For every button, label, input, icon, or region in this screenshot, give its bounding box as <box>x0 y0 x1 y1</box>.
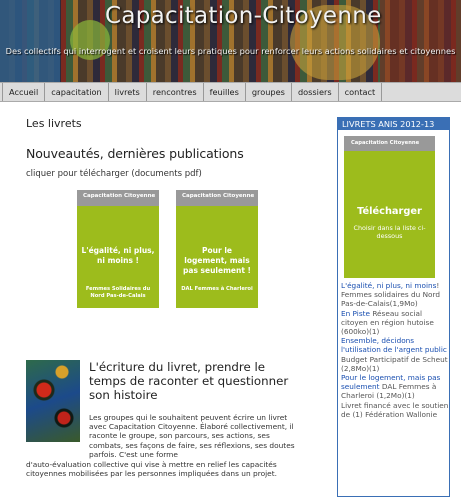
sidebar <box>337 117 450 497</box>
download-hint: cliquer pour télécharger (documents pdf) <box>26 169 202 179</box>
book-title: Pour le logement, mais pas seulement ! <box>183 246 251 275</box>
nav-item-groupes[interactable]: groupes <box>246 83 292 101</box>
article-thumbnail <box>26 360 80 442</box>
list-item <box>341 401 449 419</box>
book-subtitle: DAL Femmes à Charleroi <box>181 286 253 292</box>
nav-item-capacitation[interactable]: capacitation <box>45 83 108 101</box>
article-title: L'écriture du livret, prendre le temps de raconter et questionner son histoire <box>89 360 289 402</box>
main-nav <box>0 82 461 102</box>
header-artwork <box>0 0 60 82</box>
sidebar-heading: LIVRETS ANIS 2012-13 <box>338 118 449 130</box>
list-item-text: Livret financé avec le soutien de (1) Fédération Wallonie <box>341 400 449 419</box>
site-title[interactable]: Capacitation-Citoyenne <box>105 3 382 29</box>
site-header <box>0 0 461 82</box>
nav-item-rencontres[interactable]: rencontres <box>147 83 204 101</box>
nav-item-accueil[interactable]: Accueil <box>2 83 45 101</box>
book-header: Capacitation Citoyenne <box>182 193 255 199</box>
book-cover-logement[interactable] <box>176 190 258 308</box>
list-item-text: Budget Participatif de Scheut (2,8Mo)(1) <box>341 354 448 373</box>
list-item <box>341 281 449 309</box>
list-item <box>341 373 449 401</box>
book-subtitle: Femmes Solidaires du Nord Pas-de-Calais <box>85 286 151 299</box>
site-tagline: Des collectifs qui interrogent et croisent leurs pratiques pour renforcer leurs actions solidaires et citoyennes <box>5 46 456 56</box>
list-item-link[interactable]: Ensemble, décidons l'utilisation de l'argent public <box>341 336 447 355</box>
nav-item-feuilles[interactable]: feuilles <box>204 83 246 101</box>
section-title: Nouveautés, dernières publications <box>26 146 244 161</box>
article-body: Les groupes qui le souhaitent peuvent écrire un livret avec Capacitation Citoyenne. Élaboré collectivement, il raconte le groupe, son parcours, ses actions, ses combats, ses façons de faire, ses réflexions, ses doutes parfois. C'est une forme <box>89 413 295 459</box>
nav-item-livrets[interactable]: livrets <box>109 83 147 101</box>
book-title: L'égalité, ni plus, ni moins ! <box>81 246 155 265</box>
download-subtitle: Choisir dans la liste ci-dessous <box>353 224 426 240</box>
list-item-text: DAL Femmes à Charleroi (1,2Mo)(1) <box>341 382 437 401</box>
nav-item-contact[interactable]: contact <box>339 83 383 101</box>
list-item-link[interactable]: Pour le logement, mais pas seulement <box>341 373 441 392</box>
list-item <box>341 336 449 373</box>
list-item <box>341 309 449 337</box>
list-item-text: ! Femmes solidaires du Nord Pas-de-Calais(1,9Mo) <box>341 281 441 309</box>
book-cover-egalite[interactable] <box>77 190 159 308</box>
page-title: Les livrets <box>26 117 82 130</box>
article-body-continued: d'auto-évaluation collective qui vise à mettre en relief les capacités citoyennes mobilisées par les personnes impliquées dans un projet. <box>26 460 277 479</box>
download-title: Télécharger <box>357 206 422 217</box>
book-header: Capacitation Citoyenne <box>83 193 156 199</box>
list-item-text: Réseau social citoyen en région hutoise (600ko)(1) <box>341 308 434 337</box>
nav-item-dossiers[interactable]: dossiers <box>292 83 339 101</box>
book-header: Capacitation Citoyenne <box>351 140 420 146</box>
sidebar-list <box>341 281 449 419</box>
sidebar-download-cover[interactable] <box>344 136 435 278</box>
list-item-link[interactable]: L'égalité, ni plus, ni moins <box>341 281 437 290</box>
list-item-link[interactable]: En Piste <box>341 308 370 318</box>
header-artwork <box>380 0 461 82</box>
